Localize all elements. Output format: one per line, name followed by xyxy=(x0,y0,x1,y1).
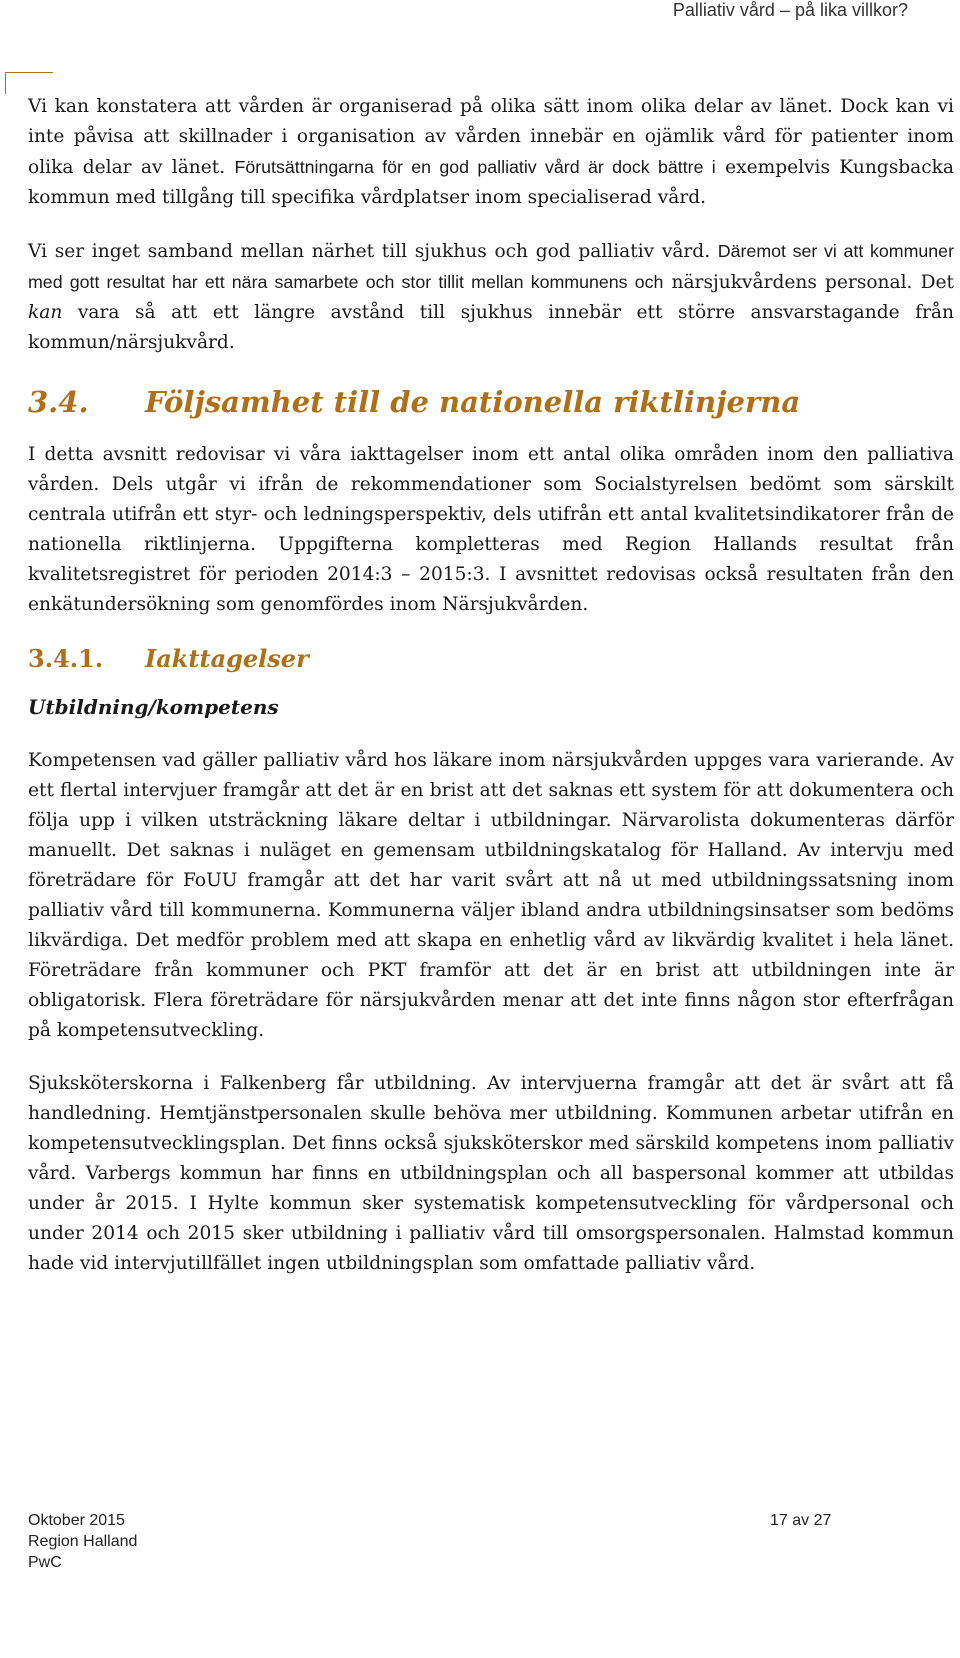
intro-paragraph-1 xyxy=(28,92,954,213)
intro-p2-text-b: Däremot ser vi att kommuner med gott resultat har ett nära samarbete och stor tillit mellan kommunens och xyxy=(28,241,954,292)
footer-company: PwC xyxy=(28,1554,62,1571)
intro-p1-text-b: Förutsättningarna för en god palliativ vård är dock bättre i xyxy=(234,157,716,177)
footer-organisation: Region Halland xyxy=(28,1533,138,1550)
section-number: 3.4. xyxy=(28,385,89,419)
topic-paragraph-2: Sjuksköterskorna i Falkenberg får utbildning. Av intervjuerna framgår att det är svårt att få handledning. Hemtjänstpersonalen skulle behöva mer utbildning. Kommunen arbetar utifrån en kompetensutvecklingsplan. Det finns också sjuksköterskor med särskild kompetens inom palliativ vård. Varbergs kommun har finns en utbildningsplan och all baspersonal kommer att utbildas under år 2015. I Hylte kommun sker systematisk kompetensutveckling för vårdpersonal och under 2014 och 2015 sker utbildning i palliativ vård till omsorgspersonalen. Halmstad kommun hade vid intervjutillfället ingen utbildningsplan som omfattade palliativ vård. xyxy=(28,1073,954,1274)
intro-p2-emphasis: kan xyxy=(28,302,63,323)
intro-p2-text-c: närsjukvårdens personal. Det xyxy=(671,272,954,293)
intro-p1-text-a: Vi kan konstatera att vården är organiserad på olika sätt inom olika delar av länet. Dock kan vi inte påvisa att skillnader i organisation av vården innebär en ojämlik vård för patienter inom olika delar av länet. xyxy=(28,96,954,178)
section-heading xyxy=(28,382,954,422)
intro-p2-text-a: Vi ser inget samband mellan närhet till sjukhus och god palliativ vård. xyxy=(28,241,711,262)
subsection-heading xyxy=(28,642,954,676)
intro-p1-text-c: exempelvis Kungsbacka kommun med tillgång till specifika vårdplatser inom specialiserad vård. xyxy=(28,157,954,208)
section-paragraph: I detta avsnitt redovisar vi våra iakttagelser inom ett antal olika områden inom den palliativa vården. Dels utgår vi ifrån de rekommendationer som Socialstyrelsen bedömt som särskilt centrala utifrån ett styr- och ledningsperspektiv, dels utifrån ett antal kvalitetsindikatorer från de nationella riktlinjerna. Uppgifterna kompletteras med Region Hallands resultat från kvalitetsregistret för perioden 2014:3 – 2015:3. I avsnittet redovisas också resultaten från den enkätundersökning som genomfördes inom Närsjukvården. xyxy=(28,444,954,615)
intro-paragraph-2 xyxy=(28,236,954,358)
page-number: 17 av 27 xyxy=(770,1512,832,1529)
topic-heading: Utbildning/kompetens xyxy=(28,695,279,719)
subsection-title: Iakttagelser xyxy=(145,644,309,673)
footer-date: Oktober 2015 xyxy=(28,1512,125,1529)
footer-info xyxy=(28,1510,137,1573)
corner-mark xyxy=(5,72,53,73)
running-header-title: Palliativ vård – på lika villkor? xyxy=(672,0,908,20)
subsection-number: 3.4.1. xyxy=(28,644,104,673)
intro-p2-text-d: vara så att ett längre avstånd till sjukhus innebär ett större ansvarstagande från kommun/närsjukvård. xyxy=(28,302,954,353)
corner-mark-vertical xyxy=(5,72,6,94)
topic-paragraph-1: Kompetensen vad gäller palliativ vård hos läkare inom närsjukvården uppges vara varierande. Av ett flertal intervjuer framgår att det är en brist att det saknas ett system för att dokumentera och följa upp i vilken utsträckning läkare deltar i utbildningar. Närvarolista dokumenteras därför manuellt. Det saknas i nuläget en gemensam utbildningskatalog för Halland. Av intervju med företrädare för FoUU framgår att det har varit svårt att nå ut med utbildningssatsning inom palliativ vård till kommunerna. Kommunerna väljer ibland andra utbildningsinsatser som bedöms likvärdiga. Det medför problem med att skapa en enhetlig vård av likvärdig kvalitet i hela länet. Företrädare från kommuner och PKT framför att det är en brist att utbildningen inte är obligatorisk. Flera företrädare för närsjukvården menar att det inte finns någon stor efterfrågan på kompetensutveckling. xyxy=(28,750,954,1041)
section-title: Följsamhet till de nationella riktlinjerna xyxy=(145,385,801,419)
page-content xyxy=(28,92,954,1279)
